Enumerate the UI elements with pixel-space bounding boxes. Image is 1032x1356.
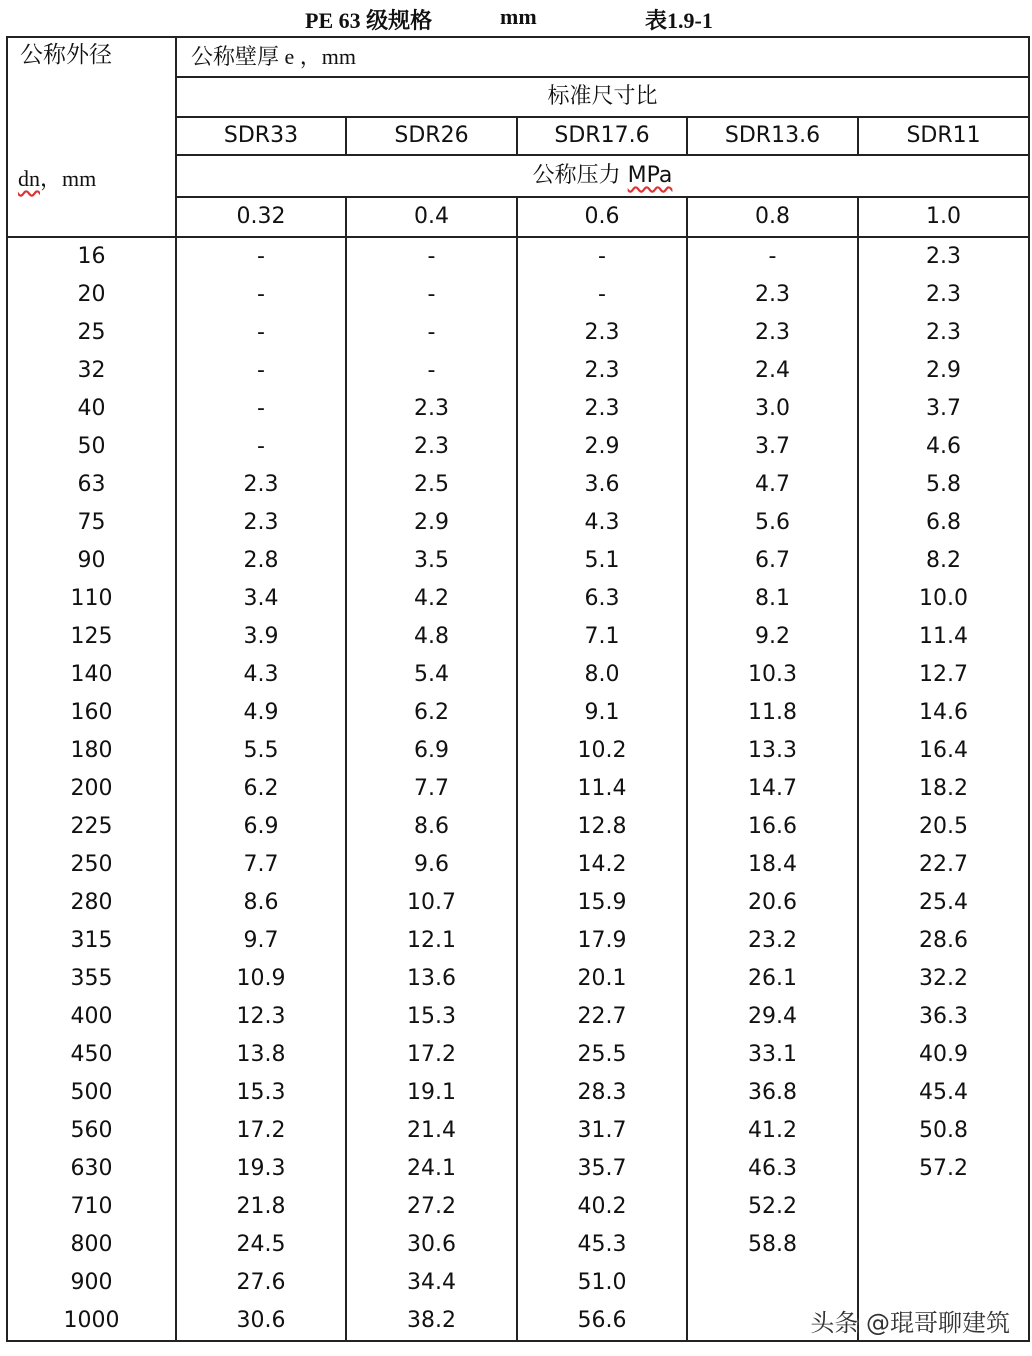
pe63-spec-table	[6, 36, 1030, 1342]
thickness-cell: 16.6	[687, 808, 858, 846]
thickness-cell: 12.1	[346, 922, 517, 960]
thickness-cell: 9.7	[176, 922, 346, 960]
thickness-cell: 9.6	[346, 846, 517, 884]
dn-unit-label	[18, 168, 96, 190]
sdr-header: SDR26	[346, 117, 517, 155]
thickness-cell: 2.3	[687, 314, 858, 352]
diameter-cell: 32	[7, 352, 176, 390]
thickness-cell: 4.8	[346, 618, 517, 656]
thickness-cell: 25.4	[858, 884, 1029, 922]
thickness-cell: 3.7	[687, 428, 858, 466]
thickness-cell: 23.2	[687, 922, 858, 960]
sdr-header: SDR13.6	[687, 117, 858, 155]
thickness-cell: -	[346, 237, 517, 276]
thickness-cell: 28.6	[858, 922, 1029, 960]
thickness-cell: -	[176, 314, 346, 352]
thickness-cell: 20.5	[858, 808, 1029, 846]
pressure-value: 0.4	[346, 197, 517, 237]
diameter-cell: 90	[7, 542, 176, 580]
thickness-cell: 33.1	[687, 1036, 858, 1074]
diameter-cell: 160	[7, 694, 176, 732]
diameter-cell: 20	[7, 276, 176, 314]
diameter-cell: 250	[7, 846, 176, 884]
diameter-cell: 140	[7, 656, 176, 694]
diameter-cell: 200	[7, 770, 176, 808]
thickness-cell	[858, 1226, 1029, 1264]
diameter-cell: 280	[7, 884, 176, 922]
watermark: 头条 @琨哥聊建筑	[810, 1309, 1010, 1337]
diameter-cell: 125	[7, 618, 176, 656]
thickness-cell: 13.6	[346, 960, 517, 998]
table-row	[7, 770, 1029, 808]
thickness-cell: 9.2	[687, 618, 858, 656]
diameter-cell: 560	[7, 1112, 176, 1150]
thickness-cell: 28.3	[517, 1074, 687, 1112]
thickness-cell: 2.3	[858, 314, 1029, 352]
diameter-cell: 710	[7, 1188, 176, 1226]
sdr-header: SDR17.6	[517, 117, 687, 155]
diameter-cell: 63	[7, 466, 176, 504]
diameter-cell: 400	[7, 998, 176, 1036]
thickness-cell: 3.5	[346, 542, 517, 580]
thickness-cell: 8.1	[687, 580, 858, 618]
thickness-cell: 2.3	[346, 428, 517, 466]
table-row	[7, 618, 1029, 656]
table-row	[7, 846, 1029, 884]
thickness-cell: 11.4	[858, 618, 1029, 656]
thickness-cell: 13.8	[176, 1036, 346, 1074]
thickness-cell: 2.3	[517, 390, 687, 428]
thickness-cell: 38.2	[346, 1302, 517, 1341]
table-row	[7, 1226, 1029, 1264]
thickness-cell: 8.2	[858, 542, 1029, 580]
thickness-cell: 3.4	[176, 580, 346, 618]
table-body	[7, 237, 1029, 1341]
thickness-cell: 24.5	[176, 1226, 346, 1264]
thickness-cell: 50.8	[858, 1112, 1029, 1150]
thickness-cell: 14.2	[517, 846, 687, 884]
thickness-cell: 4.3	[176, 656, 346, 694]
table-row	[7, 1150, 1029, 1188]
thickness-cell: 6.3	[517, 580, 687, 618]
thickness-cell: 52.2	[687, 1188, 858, 1226]
thickness-cell: 20.1	[517, 960, 687, 998]
thickness-cell: 40.2	[517, 1188, 687, 1226]
thickness-cell: -	[517, 237, 687, 276]
thickness-cell: 14.7	[687, 770, 858, 808]
thickness-cell: 3.7	[858, 390, 1029, 428]
thickness-cell: 2.5	[346, 466, 517, 504]
sdr-header: SDR33	[176, 117, 346, 155]
thickness-cell: 10.0	[858, 580, 1029, 618]
thickness-cell: 27.2	[346, 1188, 517, 1226]
thickness-cell: 12.3	[176, 998, 346, 1036]
thickness-cell: 2.3	[517, 352, 687, 390]
diameter-cell: 25	[7, 314, 176, 352]
title-main: PE 63 级规格	[305, 8, 433, 33]
pressure-value: 0.6	[517, 197, 687, 237]
diameter-cell: 180	[7, 732, 176, 770]
pressure-header	[176, 155, 1029, 197]
table-row	[7, 390, 1029, 428]
thickness-cell: 5.6	[687, 504, 858, 542]
thickness-cell: 30.6	[346, 1226, 517, 1264]
pressure-unit: MPa	[627, 163, 673, 188]
thickness-cell: -	[176, 237, 346, 276]
table-row	[7, 237, 1029, 276]
thickness-cell: 31.7	[517, 1112, 687, 1150]
thickness-cell: 5.8	[858, 466, 1029, 504]
thickness-cell: 2.3	[176, 504, 346, 542]
thickness-cell: 14.6	[858, 694, 1029, 732]
diameter-cell: 40	[7, 390, 176, 428]
table-row	[7, 922, 1029, 960]
table-row	[7, 656, 1029, 694]
table-row	[7, 1112, 1029, 1150]
thickness-cell: 2.3	[687, 276, 858, 314]
thickness-cell: 5.4	[346, 656, 517, 694]
thickness-cell: 2.9	[346, 504, 517, 542]
dn-unit: ，mm	[40, 166, 97, 191]
thickness-cell: 8.0	[517, 656, 687, 694]
thickness-cell: 19.3	[176, 1150, 346, 1188]
thickness-cell: 21.4	[346, 1112, 517, 1150]
table-row	[7, 504, 1029, 542]
wall-thickness-header: 公称壁厚 e ，mm	[176, 37, 1029, 77]
thickness-cell: 4.7	[687, 466, 858, 504]
dn-symbol: dn	[18, 166, 40, 191]
thickness-cell: 2.3	[346, 390, 517, 428]
thickness-cell: 5.1	[517, 542, 687, 580]
thickness-cell: 22.7	[858, 846, 1029, 884]
table-row	[7, 352, 1029, 390]
table-row	[7, 884, 1029, 922]
thickness-cell: 4.3	[517, 504, 687, 542]
thickness-cell: 4.9	[176, 694, 346, 732]
table-row	[7, 580, 1029, 618]
thickness-cell: 18.4	[687, 846, 858, 884]
thickness-cell: 36.8	[687, 1074, 858, 1112]
thickness-cell: -	[346, 352, 517, 390]
thickness-cell: 46.3	[687, 1150, 858, 1188]
diameter-cell: 110	[7, 580, 176, 618]
thickness-cell: 8.6	[176, 884, 346, 922]
thickness-cell: 2.3	[517, 314, 687, 352]
thickness-cell: 2.8	[176, 542, 346, 580]
table-row	[7, 466, 1029, 504]
outer-diameter-label: 公称外径	[20, 42, 112, 68]
thickness-cell: 6.8	[858, 504, 1029, 542]
thickness-cell: 20.6	[687, 884, 858, 922]
pressure-value: 1.0	[858, 197, 1029, 237]
thickness-cell: 32.2	[858, 960, 1029, 998]
thickness-cell: 15.9	[517, 884, 687, 922]
table-row	[7, 732, 1029, 770]
thickness-cell: 10.9	[176, 960, 346, 998]
thickness-cell: 6.9	[176, 808, 346, 846]
table-row	[7, 542, 1029, 580]
table-row	[7, 1264, 1029, 1302]
thickness-cell	[858, 1264, 1029, 1302]
thickness-cell	[858, 1188, 1029, 1226]
table-row	[7, 314, 1029, 352]
thickness-cell: 3.0	[687, 390, 858, 428]
thickness-cell: 21.8	[176, 1188, 346, 1226]
thickness-cell: 11.4	[517, 770, 687, 808]
table-row	[7, 808, 1029, 846]
thickness-cell: 7.7	[346, 770, 517, 808]
thickness-cell: 12.7	[858, 656, 1029, 694]
thickness-cell: 3.9	[176, 618, 346, 656]
thickness-cell: 34.4	[346, 1264, 517, 1302]
thickness-cell: 6.2	[176, 770, 346, 808]
thickness-cell: 40.9	[858, 1036, 1029, 1074]
thickness-cell: 2.9	[858, 352, 1029, 390]
thickness-cell: 2.9	[517, 428, 687, 466]
table-row	[7, 276, 1029, 314]
thickness-cell: 17.9	[517, 922, 687, 960]
thickness-cell: 2.3	[858, 237, 1029, 276]
thickness-cell: -	[346, 276, 517, 314]
thickness-cell: 7.1	[517, 618, 687, 656]
thickness-cell: 58.8	[687, 1226, 858, 1264]
thickness-cell: 7.7	[176, 846, 346, 884]
thickness-cell: 29.4	[687, 998, 858, 1036]
table-row	[7, 960, 1029, 998]
thickness-cell: 27.6	[176, 1264, 346, 1302]
table-row	[7, 694, 1029, 732]
thickness-cell: 30.6	[176, 1302, 346, 1341]
thickness-cell	[687, 1264, 858, 1302]
thickness-cell: 24.1	[346, 1150, 517, 1188]
thickness-cell: 4.6	[858, 428, 1029, 466]
thickness-cell: 22.7	[517, 998, 687, 1036]
thickness-cell: -	[176, 276, 346, 314]
table-row	[7, 1074, 1029, 1112]
table-row	[7, 1036, 1029, 1074]
outer-diameter-header	[7, 37, 176, 237]
diameter-cell: 16	[7, 237, 176, 276]
thickness-cell: -	[176, 428, 346, 466]
diameter-cell: 315	[7, 922, 176, 960]
diameter-cell: 900	[7, 1264, 176, 1302]
table-row	[7, 1188, 1029, 1226]
thickness-cell: -	[517, 276, 687, 314]
thickness-cell: 19.1	[346, 1074, 517, 1112]
sdr-header: SDR11	[858, 117, 1029, 155]
thickness-cell: 26.1	[687, 960, 858, 998]
thickness-cell: 5.5	[176, 732, 346, 770]
diameter-cell: 450	[7, 1036, 176, 1074]
thickness-cell: 8.6	[346, 808, 517, 846]
table-number: 表1.9-1	[645, 8, 713, 33]
thickness-cell: 6.2	[346, 694, 517, 732]
thickness-cell: 45.4	[858, 1074, 1029, 1112]
thickness-cell: -	[176, 390, 346, 428]
thickness-cell: 15.3	[176, 1074, 346, 1112]
thickness-cell: 2.3	[176, 466, 346, 504]
thickness-cell: 10.3	[687, 656, 858, 694]
thickness-cell: -	[687, 237, 858, 276]
thickness-cell: 4.2	[346, 580, 517, 618]
thickness-cell: 11.8	[687, 694, 858, 732]
diameter-cell: 75	[7, 504, 176, 542]
pressure-value: 0.32	[176, 197, 346, 237]
thickness-cell: 3.6	[517, 466, 687, 504]
pressure-label: 公称压力	[532, 163, 628, 188]
thickness-cell: 2.4	[687, 352, 858, 390]
diameter-cell: 50	[7, 428, 176, 466]
diameter-cell: 630	[7, 1150, 176, 1188]
thickness-cell: 17.2	[346, 1036, 517, 1074]
thickness-cell: 16.4	[858, 732, 1029, 770]
diameter-cell: 500	[7, 1074, 176, 1112]
thickness-cell: 10.7	[346, 884, 517, 922]
diameter-cell: 225	[7, 808, 176, 846]
thickness-cell: 36.3	[858, 998, 1029, 1036]
thickness-cell: 18.2	[858, 770, 1029, 808]
thickness-cell: -	[176, 352, 346, 390]
thickness-cell: 51.0	[517, 1264, 687, 1302]
thickness-cell: 45.3	[517, 1226, 687, 1264]
sdr-group-header: 标准尺寸比	[176, 77, 1029, 117]
diameter-cell: 800	[7, 1226, 176, 1264]
thickness-cell: -	[346, 314, 517, 352]
table-row	[7, 428, 1029, 466]
table-row	[7, 998, 1029, 1036]
thickness-cell: 15.3	[346, 998, 517, 1036]
thickness-cell: 9.1	[517, 694, 687, 732]
thickness-cell: 25.5	[517, 1036, 687, 1074]
diameter-cell: 1000	[7, 1302, 176, 1341]
thickness-cell: 17.2	[176, 1112, 346, 1150]
diameter-cell: 355	[7, 960, 176, 998]
table-title	[0, 4, 1032, 34]
pressure-value: 0.8	[687, 197, 858, 237]
thickness-cell: 35.7	[517, 1150, 687, 1188]
thickness-cell: 13.3	[687, 732, 858, 770]
thickness-cell: 2.3	[858, 276, 1029, 314]
thickness-cell: 6.9	[346, 732, 517, 770]
thickness-cell: 12.8	[517, 808, 687, 846]
thickness-cell: 57.2	[858, 1150, 1029, 1188]
thickness-cell: 56.6	[517, 1302, 687, 1341]
thickness-cell: 6.7	[687, 542, 858, 580]
title-unit: mm	[500, 4, 537, 29]
thickness-cell: 10.2	[517, 732, 687, 770]
thickness-cell: 41.2	[687, 1112, 858, 1150]
